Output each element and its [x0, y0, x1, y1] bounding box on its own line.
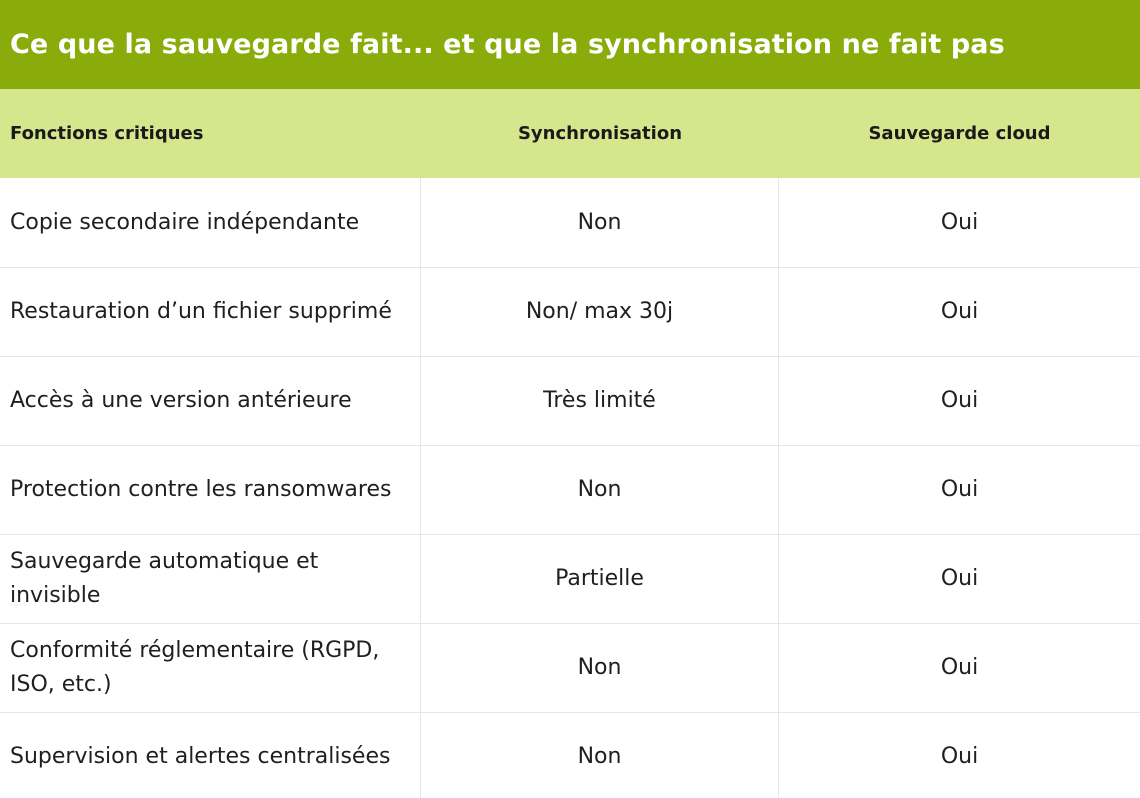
row-sync-cell: Non	[421, 623, 779, 712]
row-function-cell: Conformité réglementaire (RGPD, ISO, etc.)	[0, 623, 421, 712]
comparison-table	[0, 89, 1140, 798]
row-function-cell: Copie secondaire indépendante	[0, 178, 421, 267]
row-function-cell: Restauration d’un fichier supprimé	[0, 267, 421, 356]
header-cell-functions: Fonctions critiques	[0, 89, 421, 178]
row-backup-cell: Oui	[779, 712, 1140, 798]
row-function-cell: Accès à une version antérieure	[0, 356, 421, 445]
row-function-cell: Supervision et alertes centralisées	[0, 712, 421, 798]
row-backup-cell: Oui	[779, 623, 1140, 712]
header-cell-synchronisation: Synchronisation	[421, 89, 779, 178]
row-backup-cell: Oui	[779, 356, 1140, 445]
row-backup-cell: Oui	[779, 267, 1140, 356]
row-sync-cell: Non	[421, 178, 779, 267]
title-bar	[0, 0, 1140, 89]
row-backup-cell: Oui	[940, 209, 979, 235]
row-sync-cell: Non	[421, 712, 779, 798]
row-sync-cell: Très limité	[421, 356, 779, 445]
row-backup-cell: Oui	[779, 445, 1140, 534]
row-sync-cell: Non	[421, 445, 779, 534]
row-function-cell: Protection contre les ransomwares	[0, 445, 421, 534]
row-backup-cell: Oui	[779, 534, 1140, 623]
row-sync-cell: Partielle	[421, 534, 779, 623]
page-title: Ce que la sauvegarde fait... et que la synchronisation ne fait pas	[10, 29, 1005, 60]
row-function-cell: Sauvegarde automatique et invisible	[0, 534, 421, 623]
row-sync-cell: Non/ max 30j	[421, 267, 779, 356]
header-cell-cloud-backup: Sauvegarde cloud	[779, 89, 1140, 178]
